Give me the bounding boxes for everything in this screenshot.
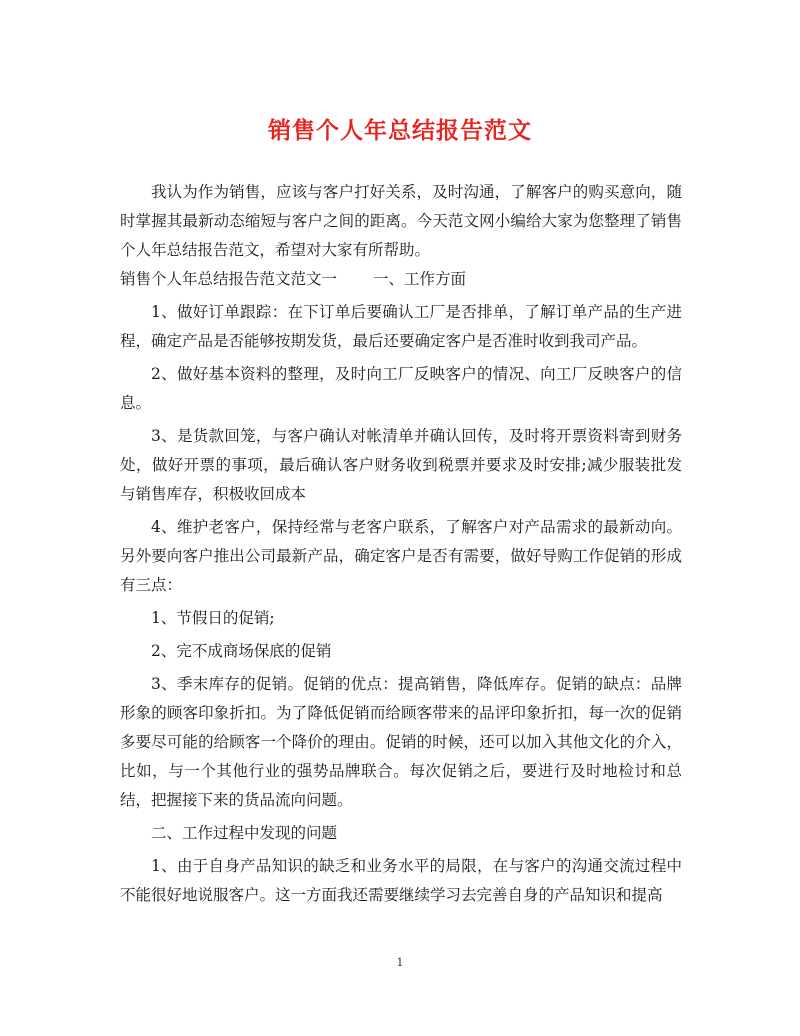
intro-paragraph: 我认为作为销售，应该与客户打好关系，及时沟通，了解客户的购买意向，随时掌握其最新动态缩短与客户之间的距离。今天范文网小编给大家为您整理了销售个人年总结报告范文，希望对大家有所帮助。 <box>120 183 682 259</box>
body-paragraph: 1、节假日的促销; <box>151 609 275 627</box>
document-title: 销售个人年总结报告范文 <box>268 117 532 144</box>
body-paragraph: 3、是货款回笼，与客户确认对帐清单并确认回传，及时将开票资料寄到财务处，做好开票的事项，最后确认客户财务收到税票并要求及时安排;减少服装批发与销售库存，积极收回成本 <box>120 427 682 503</box>
section-title: 销售个人年总结报告范文范文一 <box>120 270 338 288</box>
page-number: 1 <box>396 956 404 969</box>
body-paragraph: 1、由于自身产品知识的缺乏和业务水平的局限，在与客户的沟通交流过程中不能很好地说服客户。这一方面我还需要继续学习去完善自身的产品知识和提高 <box>120 857 682 904</box>
body-paragraph: 2、做好基本资料的整理，及时向工厂反映客户的情况、向工厂反映客户的信息。 <box>120 365 682 412</box>
body-paragraph: 4、维护老客户，保持经常与老客户联系，了解客户对产品需求的最新动向。另外要向客户推出公司最新产品，确定客户是否有需要，做好导购工作促销的形成有三点： <box>120 518 682 594</box>
document-body <box>120 178 682 910</box>
body-paragraph: 1、做好订单跟踪：在下订单后要确认工厂是否排单，了解订单产品的生产进程，确定产品是否能够按期发货，最后还要确定客户是否准时收到我司产品。 <box>120 303 682 350</box>
section-two-heading: 二、工作过程中发现的问题 <box>151 824 338 842</box>
body-paragraph: 3、季末库存的促销。促销的优点：提高销售，降低库存。促销的缺点：品牌形象的顾客印象折扣。为了降低促销而给顾客带来的品评印象折扣，每一次的促销多要尽可能的给顾客一个降价的理由。促销的时候，还可以加入其他文化的介入，比如，与一个其他行业的强势品牌联合。每次促销之后，要进行及时地检讨和总结，把握接下来的货品流向问题。 <box>120 675 682 809</box>
body-paragraph: 2、完不成商场保底的促销 <box>151 642 332 660</box>
section-one-heading: 一、工作方面 <box>373 270 467 288</box>
section-heading-line <box>120 265 682 294</box>
